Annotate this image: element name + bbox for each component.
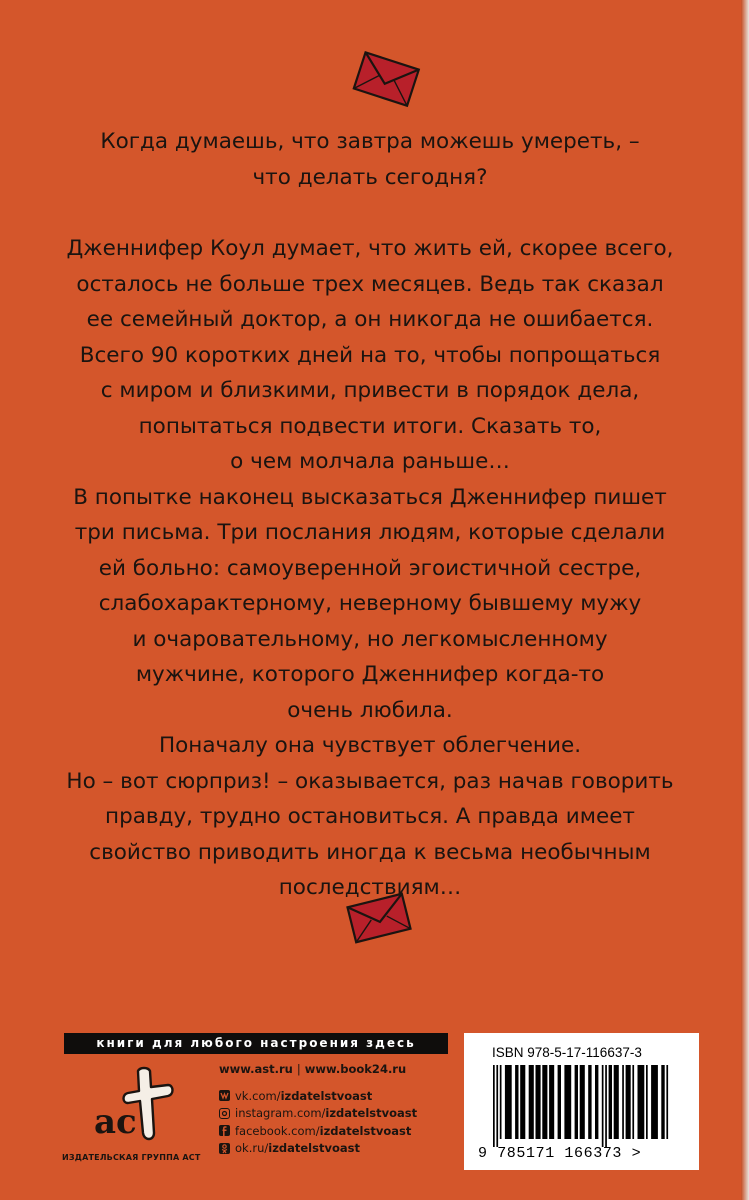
book-blurb — [60, 124, 680, 906]
blurb-line: слабохарактерному, неверному бывшему мужу — [98, 591, 642, 616]
blurb-line: о чем молчала раньше… — [230, 449, 510, 474]
barcode-bar — [500, 1065, 502, 1139]
barcode-guard — [493, 1065, 495, 1147]
site-link-book24[interactable]: www.book24.ru — [304, 1062, 407, 1076]
publisher-links — [219, 1062, 417, 1157]
blurb-line: Всего 90 коротких дней на то, чтобы попрощаться — [79, 342, 661, 368]
publisher-caption: ИЗДАТЕЛЬСКАЯ ГРУППА АСТ — [62, 1153, 201, 1162]
blurb-line: что делать сегодня? — [252, 164, 488, 190]
barcode-guard — [605, 1065, 607, 1147]
blurb-line: Дженнифер Коул думает, что жить ей, скорее всего, — [66, 236, 674, 261]
blurb-line: ей больно: самоуверенной эгоистичной сестре, — [98, 555, 642, 581]
barcode-bar — [626, 1065, 631, 1139]
barcode — [493, 1065, 669, 1147]
barcode-bar — [651, 1065, 658, 1139]
page-edge — [741, 0, 749, 1200]
barcode-bar — [614, 1065, 619, 1139]
barcode-bar — [558, 1065, 561, 1139]
blurb-line: В попытке наконец высказаться Дженнифер пишет — [73, 484, 667, 510]
barcode-bar — [575, 1065, 578, 1139]
barcode-bar — [529, 1065, 534, 1139]
blurb-line: три письма. Три послания людям, которые сделали — [74, 520, 666, 545]
facebook-icon — [219, 1125, 230, 1136]
envelope-icon — [350, 46, 422, 114]
barcode-guard — [602, 1065, 604, 1147]
paragraph-gap — [60, 195, 680, 231]
blurb-line: ее семейный доктор, а он никогда не ошибается. — [86, 307, 654, 332]
barcode-bar — [661, 1065, 664, 1139]
barcode-bar — [666, 1065, 668, 1139]
blurb-line: свойство приводить иногда к весьма необычным — [89, 839, 651, 865]
blurb-line: Поначалу она чувствует облегчение. — [158, 733, 582, 758]
barcode-bar — [595, 1065, 598, 1139]
blurb-line: правду, трудно остановиться. А правда имеет — [105, 804, 635, 829]
barcode-bar — [564, 1065, 571, 1139]
tagline-banner: книги для любого настроения здесь — [64, 1033, 448, 1054]
barcode-bar — [536, 1065, 541, 1139]
barcode-bar — [520, 1065, 525, 1139]
vk-icon — [219, 1090, 230, 1101]
barcode-bar — [646, 1065, 648, 1139]
blurb-line: и очаровательному, но легкомысленному — [132, 626, 608, 652]
envelope-icon — [343, 884, 415, 952]
barcode-bar — [588, 1065, 591, 1139]
barcode-bar — [632, 1065, 634, 1139]
logo-text: ac — [94, 1102, 137, 1142]
blurb-line: Когда думаешь, что завтра можешь умереть, – — [100, 129, 640, 154]
barcode-bar — [515, 1065, 518, 1139]
blurb-line: попытаться подвести итоги. Сказать то, — [138, 413, 602, 439]
barcode-guard — [496, 1065, 498, 1147]
social-link-vk[interactable]: vk.com/ izdatelstvoast — [219, 1087, 417, 1105]
site-link-ast[interactable]: www.ast.ru — [219, 1062, 293, 1076]
barcode-bar — [580, 1065, 585, 1139]
odnoklassniki-icon — [219, 1143, 230, 1154]
ast-logo — [88, 1063, 188, 1147]
isbn-barcode-box — [464, 1033, 699, 1170]
blurb-line: очень любила. — [287, 697, 453, 723]
barcode-bar — [609, 1065, 612, 1139]
barcode-bar — [505, 1065, 512, 1139]
blurb-line: осталось не больше трех месяцев. Ведь так сказал — [76, 271, 664, 297]
blurb-line: мужчине, которого Дженнифер когда-то — [135, 662, 605, 687]
barcode-bar — [638, 1065, 645, 1139]
barcode-bar — [622, 1065, 624, 1139]
social-link-instagram[interactable]: instagram.com/ izdatelstvoast — [219, 1105, 417, 1123]
social-link-facebook[interactable]: facebook.com/ izdatelstvoast — [219, 1122, 417, 1140]
instagram-icon — [219, 1108, 230, 1119]
isbn-number: ISBN 978-5-17-116637-3 — [492, 1045, 642, 1060]
barcode-digits: 9 785171 166373 > — [478, 1145, 642, 1162]
social-link-ok[interactable]: ok.ru/ izdatelstvoast — [219, 1140, 417, 1158]
blurb-line: с миром и близкими, привести в порядок дела, — [100, 378, 640, 403]
blurb-line: последствиям… — [278, 875, 462, 900]
separator: | — [296, 1062, 301, 1076]
barcode-bar — [542, 1065, 547, 1139]
barcode-bar — [549, 1065, 554, 1139]
website-links — [219, 1062, 417, 1076]
blurb-line: Но – вот сюрприз! – оказывается, раз начав говорить — [66, 768, 674, 794]
